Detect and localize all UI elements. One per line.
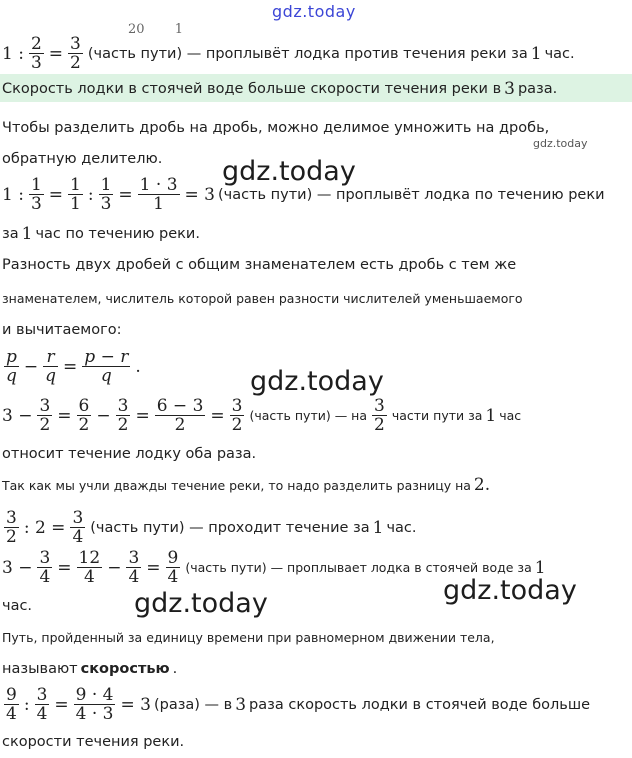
line-18 <box>2 661 177 677</box>
math-text: = <box>48 184 64 205</box>
fraction: $\frac{6}{2}$ <box>78 396 90 435</box>
math-text: 2. <box>473 475 491 495</box>
math-text: : 2 = <box>23 517 66 538</box>
line-text: час. <box>544 45 575 62</box>
fraction: $\frac{9 \cdot 4}{4 \cdot 3}$ <box>75 685 114 724</box>
line-20: скорости течения реки. <box>2 734 185 750</box>
line-10 <box>2 348 141 385</box>
line-17: Путь, пройденный за единицу времени при равномерном движении тела, <box>2 630 495 645</box>
math-text: = <box>57 557 72 578</box>
math-text: 1 <box>21 224 33 244</box>
line-14 <box>2 509 417 546</box>
math-text: = 3 <box>184 184 215 205</box>
line-text: Скорость лодки в стоячей воде больше скорости течения реки в <box>2 81 502 97</box>
line-4: обратную делителю. <box>2 151 163 167</box>
fraction: $\frac{3}{2}$ <box>117 396 129 435</box>
line-text: (часть пути) — проплывает лодка в стоячей воде за <box>185 560 532 575</box>
line-16: час. <box>2 598 33 614</box>
fraction: $\frac{p - r}{q}$ <box>84 347 129 386</box>
math-text: = <box>146 557 161 578</box>
line-text: части пути за <box>391 408 483 423</box>
math-text: 1 : <box>2 184 24 205</box>
line-text: раза. <box>517 81 558 97</box>
math-text: : <box>23 694 30 715</box>
math-text: − <box>23 356 39 377</box>
math-text: = <box>48 43 64 64</box>
math-text: = <box>57 405 72 426</box>
math-text: : <box>87 184 94 205</box>
math-text: 3 <box>235 694 247 715</box>
line-text: называют <box>2 661 78 677</box>
line-text: (часть пути) — проходит течение за <box>90 519 370 536</box>
math-text: = 3 <box>120 694 151 715</box>
fraction: $\frac{9}{4}$ <box>6 685 17 724</box>
math-text: = <box>118 184 133 205</box>
line-text: за <box>2 226 19 242</box>
watermark-3: gdz.today <box>134 588 268 619</box>
math-text: − <box>107 557 122 578</box>
watermark-top: gdz.today <box>272 2 356 21</box>
line-text: час. <box>386 519 417 536</box>
fraction: $\frac{3}{4}$ <box>39 548 51 587</box>
bold-term: скоростью <box>80 661 170 677</box>
fraction: $\frac{9}{4}$ <box>167 548 179 587</box>
math-text: = <box>135 405 150 426</box>
fraction: $\frac{1}{3}$ <box>100 175 112 214</box>
fraction: $\frac{12}{4}$ <box>78 548 101 587</box>
line-text: . <box>172 661 178 677</box>
fraction: $\frac{3}{2}$ <box>6 508 17 547</box>
fraction: $\frac{6 - 3}{2}$ <box>156 396 204 435</box>
math-text: 1 <box>485 405 497 426</box>
line-11 <box>2 397 521 434</box>
line-7: Разность двух дробей с общим знаменателем есть дробь с тем же <box>2 257 517 273</box>
fraction: $\frac{3}{2}$ <box>374 396 385 435</box>
line-text: час <box>499 408 522 423</box>
line-5 <box>2 176 605 213</box>
line-text: (часть пути) — проплывёт лодка по течению реки <box>217 186 605 203</box>
fraction: $\frac{r}{q}$ <box>45 347 57 386</box>
watermark-2: gdz.today <box>250 366 384 397</box>
line-text: Так как мы учли дважды течение реки, то надо разделить разницу на <box>2 477 471 493</box>
math-text: 1 : <box>2 43 24 64</box>
fraction: $\frac{1 \cdot 3}{1}$ <box>139 175 178 214</box>
line-8: знаменателем, числитель которой равен разности числителей уменьшаемого <box>2 291 523 306</box>
line-text: (раза) — в <box>153 696 233 713</box>
fraction: $\frac{1}{1}$ <box>70 175 81 214</box>
math-text: = <box>54 694 69 715</box>
fraction: $\frac{p}{q}$ <box>6 347 17 386</box>
line-6 <box>2 224 200 244</box>
watermark-4: gdz.today <box>443 575 577 606</box>
line-2 <box>2 79 557 99</box>
fraction: $\frac{1}{3}$ <box>30 175 42 214</box>
line-1 <box>2 35 575 72</box>
line-9: и вычитаемого: <box>2 322 122 338</box>
math-text: 3 − <box>2 557 33 578</box>
fraction: $\frac{3}{2}$ <box>39 396 51 435</box>
line-19 <box>2 686 590 723</box>
fraction: $\frac{3}{2}$ <box>70 34 81 73</box>
fraction: $\frac{3}{2}$ <box>231 396 243 435</box>
fraction: $\frac{3}{4}$ <box>72 508 84 547</box>
line-3: Чтобы разделить дробь на дробь, можно делимое умножить на дробь, <box>2 120 550 136</box>
math-text: . <box>135 356 141 377</box>
line-text: раза скорость лодки в стоячей воде больше <box>249 696 591 713</box>
top-fragment-a: 20 <box>128 22 145 37</box>
math-text: 3 <box>504 79 515 99</box>
line-12: относит течение лодку оба раза. <box>2 446 257 462</box>
math-text: = <box>63 356 78 377</box>
watermark-small: gdz.today <box>533 137 588 150</box>
math-text: 1 <box>530 43 542 64</box>
math-text: − <box>96 405 111 426</box>
math-text: 3 − <box>2 405 33 426</box>
line-13 <box>2 475 490 495</box>
math-text: 1 <box>372 517 384 538</box>
line-text: (часть пути) — на <box>249 408 368 423</box>
math-text: 1 <box>534 557 546 578</box>
fraction: $\frac{2}{3}$ <box>30 34 42 73</box>
watermark-1: gdz.today <box>222 156 356 187</box>
line-text: час по течению реки. <box>35 226 200 242</box>
fraction: $\frac{3}{4}$ <box>36 685 48 724</box>
line-text: (часть пути) — проплывёт лодка против течения реки за <box>87 45 528 62</box>
fraction: $\frac{3}{4}$ <box>128 548 140 587</box>
math-text: = <box>210 405 225 426</box>
top-fragment-b: 1 <box>174 22 183 37</box>
